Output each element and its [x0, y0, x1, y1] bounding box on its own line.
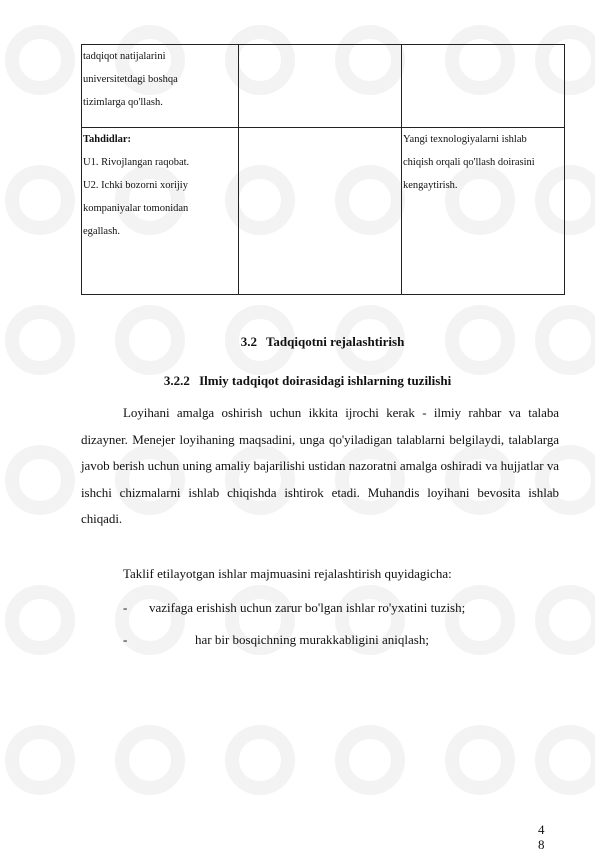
cell-text: kompaniyalar tomonidan [83, 203, 189, 214]
list-item [123, 632, 429, 648]
table-cell [82, 128, 239, 295]
cell-text: tizimlarga qo'llash. [83, 97, 163, 108]
table-cell [239, 45, 402, 128]
page-number [538, 822, 548, 852]
section-number: 3.2 [240, 334, 257, 349]
list-item-text: vazifaga erishish uchun zarur bo'lgan ishlar ro'yxatini tuzish; [149, 600, 466, 615]
threats-heading: Tahdidlar: [83, 134, 132, 145]
table-cell [239, 128, 402, 295]
table-cell [402, 128, 565, 295]
subsection-title: Ilmiy tadqiqot doirasidagi ishlarning tuzilishi [199, 373, 452, 388]
table-row [82, 128, 565, 295]
swot-table [81, 44, 565, 295]
cell-text: U1. Rivojlangan raqobat. [83, 157, 190, 168]
cell-text: chiqish orqali qo'llash doirasini [403, 157, 535, 168]
body-paragraph: Loyihani amalga oshirish uchun ikkita ijrochi kerak - ilmiy rahbar va talaba dizayner. Menejer loyihaning maqsadini, unga qo'yiladigan talablarni belgilaydi, talablarga javob berish uchun uning amaliy bajarilishi ustidan nazoratni amalga oshiradi va hujjatlar va ishchi chizmalarni ishlab chiqishda ishtirok etadi. Muhandis loyihani bevosita ishlab chiqadi. [81, 405, 559, 526]
page-number-digit: 8 [538, 837, 545, 852]
cell-text: tadqiqot natijalarini [83, 51, 166, 62]
list-item-text: har bir bosqichning murakkabligini aniqlash; [195, 632, 429, 647]
page-number-digit: 4 [538, 822, 545, 837]
table-cell [402, 45, 565, 128]
list-bullet: - [123, 600, 128, 615]
table-cell [82, 45, 239, 128]
cell-text: U2. Ichki bozorni xorijiy [83, 180, 188, 191]
cell-text: universitetdagi boshqa [83, 74, 178, 85]
list-bullet: - [123, 632, 128, 647]
section-title: Tadqiqotni rejalashtirish [265, 334, 405, 349]
cell-text: Yangi texnologiyalarni ishlab [403, 134, 527, 145]
cell-text: kengaytirish. [403, 180, 458, 191]
subsection-number: 3.2.2 [163, 373, 190, 388]
cell-text: egallash. [83, 226, 121, 237]
section-heading [25, 334, 595, 350]
intro-line: Taklif etilayotgan ishlar majmuasini rejalashtirish quyidagicha: [123, 566, 452, 581]
subsection-heading [10, 373, 595, 389]
table-row [82, 45, 565, 128]
list-item [123, 600, 466, 616]
